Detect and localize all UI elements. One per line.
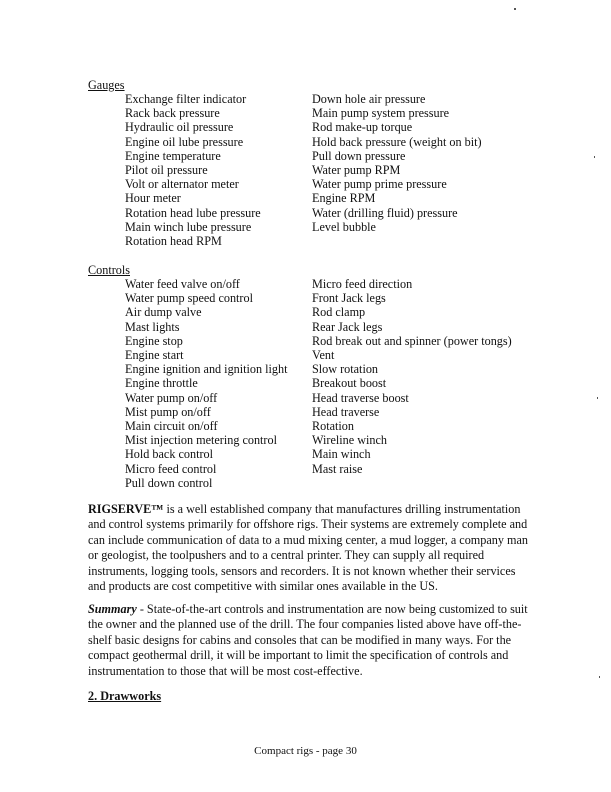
gauge-item: Exchange filter indicator	[125, 92, 247, 106]
gauge-item: Engine temperature	[125, 148, 221, 163]
control-item: Rear Jack legs	[312, 319, 383, 334]
scan-speck	[514, 8, 516, 10]
control-item: Slow rotation	[312, 362, 379, 377]
control-item: Main winch	[312, 447, 371, 462]
summary-label: Summary	[88, 602, 137, 616]
control-item: Wireline winch	[312, 433, 387, 448]
control-item: Pull down control	[125, 475, 213, 490]
control-item: Rotation	[312, 419, 354, 434]
gauge-item: Water (drilling fluid) pressure	[312, 205, 458, 220]
gauge-item: Rack back pressure	[125, 106, 220, 121]
control-item: Rod break out and spinner (power tongs)	[312, 333, 512, 348]
control-item: Front Jack legs	[312, 291, 386, 306]
control-item: Breakout boost	[312, 376, 387, 391]
gauge-item: Hour meter	[125, 191, 181, 206]
gauge-item: Main pump system pressure	[312, 106, 450, 121]
gauge-item: Volt or alternator meter	[125, 177, 239, 192]
control-item: Mist injection metering control	[125, 433, 277, 448]
control-item: Mast lights	[125, 319, 180, 334]
control-item: Mast raise	[312, 461, 363, 476]
control-item: Engine throttle	[125, 376, 198, 391]
gauge-item: Hydraulic oil pressure	[125, 120, 234, 135]
scan-speck	[594, 156, 595, 158]
control-item: Head traverse	[312, 404, 380, 419]
gauge-item: Engine RPM	[312, 191, 376, 206]
gauges-heading: Gauges	[88, 78, 125, 92]
page-footer: Compact rigs - page 30	[254, 745, 357, 757]
summary-text: - State-of-the-art controls and instrumentation are now being customized to suit the owner and the planned use of the drill. The four companies listed above have off-the-shelf basic designs for cabins and consoles that can be modified in many ways. For the compact geothermal drill, it will be important to limit the specification of controls and instrumentation to those that will be most cost-effective.	[88, 602, 528, 678]
gauge-item: Rotation head RPM	[125, 234, 222, 249]
gauge-item: Engine oil lube pressure	[125, 134, 244, 149]
control-item: Rod clamp	[312, 305, 366, 320]
gauge-item: Pilot oil pressure	[125, 163, 208, 178]
gauge-item: Water pump RPM	[312, 163, 401, 178]
control-item: Water pump on/off	[125, 390, 218, 405]
gauge-item: Main winch lube pressure	[125, 219, 252, 234]
gauges-left-list	[125, 92, 261, 248]
control-item: Engine start	[125, 348, 184, 363]
gauge-item: Water pump prime pressure	[312, 177, 447, 192]
rigserve-paragraph	[88, 502, 528, 594]
gauge-item: Level bubble	[312, 219, 376, 234]
scan-speck	[597, 397, 598, 399]
control-item: Water pump speed control	[125, 291, 253, 306]
gauge-item: Rod make-up torque	[312, 120, 413, 135]
controls-right-list	[312, 277, 512, 476]
control-item: Mist pump on/off	[125, 404, 211, 419]
control-item: Vent	[312, 348, 335, 363]
control-item: Micro feed direction	[312, 277, 413, 291]
control-item: Engine ignition and ignition light	[125, 362, 288, 377]
scan-speck	[599, 676, 600, 678]
gauge-item: Pull down pressure	[312, 148, 406, 163]
drawworks-heading: 2. Drawworks	[88, 689, 162, 703]
summary-paragraph	[88, 602, 528, 679]
control-item: Micro feed control	[125, 461, 217, 476]
controls-heading: Controls	[88, 263, 130, 277]
controls-left-list	[125, 277, 288, 490]
control-item: Main circuit on/off	[125, 419, 218, 434]
rigserve-name: RIGSERVE™	[88, 502, 164, 516]
gauge-item: Hold back pressure (weight on bit)	[312, 134, 482, 149]
rigserve-text: is a well established company that manufactures drilling instrumentation and control systems primarily for offshore rigs. Their systems are extremely complete and can include communication of data to a mud mixing center, a mud logger, a company man or geologist, the toolpushers and to a central printer. They can supply all required instruments, logging tools, sensors and recorders. It is not known whether their services and products are cost competitive with similar ones available in the US.	[88, 502, 529, 594]
control-item: Hold back control	[125, 447, 213, 462]
control-item: Air dump valve	[125, 305, 202, 320]
control-item: Engine stop	[125, 333, 183, 348]
gauge-item: Down hole air pressure	[312, 92, 426, 106]
gauges-right-list	[312, 92, 482, 234]
control-item: Water feed valve on/off	[125, 277, 240, 291]
gauge-item: Rotation head lube pressure	[125, 205, 261, 220]
control-item: Head traverse boost	[312, 390, 409, 405]
